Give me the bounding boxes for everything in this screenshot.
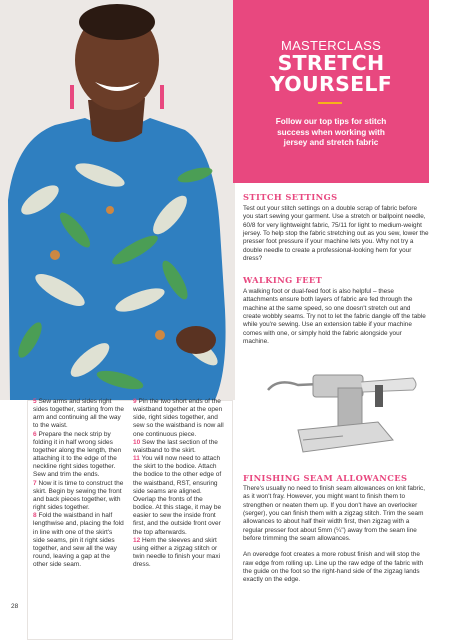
step-item: 11 You will now need to attach the skirt to the bodice. Attach the bodice to the other edge of the waistband, RST, ensuring side seams are aligned. Overlap the fronts of the bodice. At this stage, it may be easier to sew the inside front first, and the outside front over the top afterwards. bbox=[133, 455, 222, 536]
section-kicker: MASTERCLASS bbox=[280, 38, 382, 53]
step-item: 6 Prepare the neck strip by folding it in half wrong sides together along the length, then attaching it to the edge of the neckline right sides together. Sew and trim the ends. bbox=[33, 430, 122, 479]
steps-column-left bbox=[33, 398, 125, 569]
finishing-section bbox=[243, 473, 429, 585]
walking-feet-body: A walking foot or dual-feed foot is also helpful – these attachments ensure both layers of fabric are fed through the machine at the same speed, so one doesn't stretch out and create wobbly seams. Try not to let the fabric dangle off the table while you're sewing. Use an extension table if your machine comes with one, or simply hold the fabric alongside your machine. bbox=[243, 288, 426, 346]
finishing-heading: FINISHING SEAM ALLOWANCES bbox=[243, 473, 408, 483]
step-item: 8 Fold the waistband in half lengthwise and, placing the fold in line with one of the skirt's side seams, pin it right sides together, and sew all the way round, leaving a gap at the other side seam. bbox=[33, 512, 124, 569]
intro-text: Follow our top tips for stitch success when working with jersey and stretch fabric bbox=[275, 117, 387, 147]
step-item: 7 Now it is time to construct the skirt. Begin by sewing the front and back pieces together, with right sides together. bbox=[33, 479, 124, 512]
model-photo bbox=[0, 0, 235, 400]
step-item: 9 Pin the two short ends of the waistband together at the open side, right sides together, and sew so the waistband is now all one continuous piece. bbox=[133, 398, 224, 438]
stitch-settings-body: Test out your stitch settings on a double scrap of fabric before you start sewing your garment. Use a stretch or ballpoint needle, 60/8 for very lightweight fabric, 75/11 for light to medium-weight jersey. To help stop the fabric stretching out as you sew, lower the presser foot pressure if your machine lets you. Why not try a double needle to create a professional-looking hem for your dress? bbox=[243, 205, 429, 263]
stitch-settings-section bbox=[243, 192, 429, 263]
walking-feet-heading: WALKING FEET bbox=[243, 275, 323, 285]
page-margin bbox=[429, 0, 453, 640]
title-line-2: YOURSELF bbox=[269, 72, 393, 96]
step-item: 10 Sew the last section of the waistband to the skirt. bbox=[133, 438, 218, 454]
page-title bbox=[233, 53, 429, 95]
walking-feet-section bbox=[243, 275, 429, 346]
title-line-1: STRETCH bbox=[277, 51, 385, 75]
page-number: 28 bbox=[11, 603, 19, 610]
step-item: 5 Sew arms and sides right sides together, starting from the arm and continuing all the way to the waist. bbox=[33, 398, 125, 430]
masterclass-panel bbox=[233, 0, 429, 183]
stitch-settings-heading: STITCH SETTINGS bbox=[243, 192, 338, 202]
presser-foot-illustration bbox=[243, 360, 429, 465]
steps-column-right bbox=[133, 398, 225, 569]
steps-box bbox=[27, 400, 233, 640]
title-divider bbox=[318, 102, 342, 104]
step-item: 12 Hem the sleeves and skirt using either a zigzag stitch or twin needle to finish your maxi dress. bbox=[133, 536, 221, 569]
finishing-body-1: There's usually no need to finish seam allowances on knit fabric, as it won't fray. However, you might want to finish them to strengthen or neaten them up. If you don't have an overlocker (serger), you can finish them with a zigzag stitch. Trim the seam allowances to about half their width first, then zigzag with a regular presser foot about 5mm (¼") away from the seam line before trimming the seam allowances. bbox=[243, 485, 426, 543]
model-illustration bbox=[0, 0, 235, 400]
presser-foot-photo bbox=[243, 360, 429, 465]
finishing-body-2: An overedge foot creates a more robust finish and will stop the raw edge from rolling up. Line up the raw edge of the fabric with the guide on the foot so the right-hand side of the zigzag lands exactly on the edge. bbox=[243, 551, 424, 584]
